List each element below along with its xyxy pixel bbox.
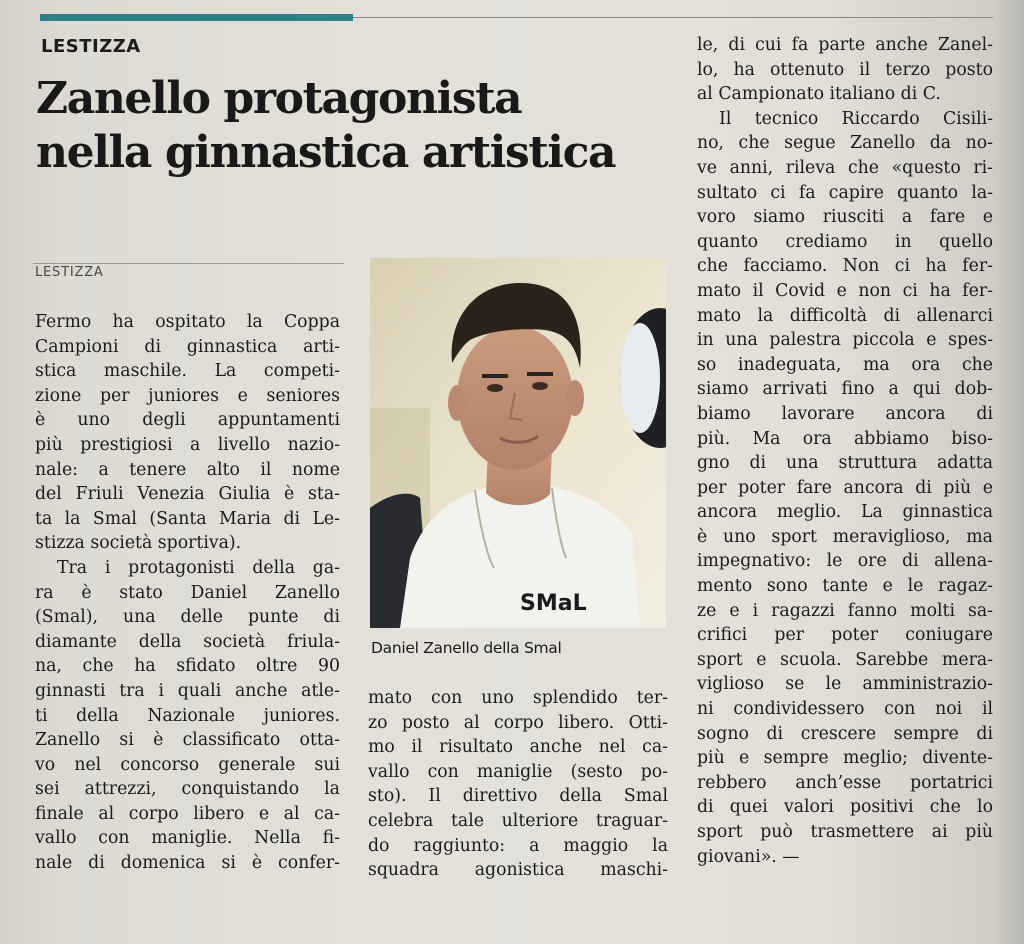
portrait-illustration xyxy=(370,258,666,628)
headline xyxy=(36,72,686,180)
article-text-line: mato il Covid e non ci ha fer- xyxy=(697,280,993,301)
article-text-line: che facciamo. Non ci ha fer- xyxy=(697,256,993,277)
article-text-line: Tra i protagonisti della ga- xyxy=(57,557,340,578)
article-text-line: ze e i ragazzi fanno molti sa- xyxy=(697,600,993,621)
article-text-line: gno di una struttura adatta xyxy=(697,453,993,474)
article-text-line: mo il risultato anche nel ca- xyxy=(368,737,668,758)
article-text-line: no, che segue Zanello da no- xyxy=(697,133,993,154)
article-column-2 xyxy=(368,686,668,883)
article-text-line: sto). Il direttivo della Smal xyxy=(368,786,668,807)
article-text-line: sei attrezzi, conquistando la xyxy=(35,779,340,800)
article-text-line: giovani». — xyxy=(697,846,800,867)
article-text-line: squadra agonistica maschi- xyxy=(368,860,668,881)
article-text-line: zo posto al corpo libero. Otti- xyxy=(368,712,668,733)
article-column-1 xyxy=(35,310,340,876)
article-text-line: più prestigiosi a livello nazio- xyxy=(35,434,340,455)
article-text-line: finale al corpo libero e al ca- xyxy=(35,803,340,824)
athlete-photo xyxy=(370,258,666,628)
article-text-line: viglioso se le amministrazio- xyxy=(697,674,993,695)
article-text-line: quanto crediamo in quello xyxy=(697,231,993,252)
article-text-line: crifici per poter coniugare xyxy=(697,625,993,646)
article-text-line: ra è stato Daniel Zanello xyxy=(35,582,340,603)
headline-line-1: Zanello protagonista xyxy=(36,73,522,124)
shirt-logo: SMaL xyxy=(520,591,587,616)
article-text-line: vallo con maniglie (sesto po- xyxy=(368,761,668,782)
section-accent-bar xyxy=(40,14,353,21)
article-text-line: in una palestra piccola e spes- xyxy=(697,330,993,351)
article-text-line: del Friuli Venezia Giulia è sta- xyxy=(35,484,340,505)
article-text-line: Zanello si è classificato otta- xyxy=(35,730,340,751)
article-text-line: ta la Smal (Santa Maria di Le- xyxy=(35,508,340,529)
article-text-line: vallo con maniglie. Nella fi- xyxy=(35,828,340,849)
photo-caption: Daniel Zanello della Smal xyxy=(371,639,562,657)
article-text-line: impegnativo: le ore di allena- xyxy=(697,551,993,572)
article-text-line: per poter fare ancora di più e xyxy=(697,477,993,498)
article-text-line: è uno degli appuntamenti xyxy=(35,410,340,431)
article-text-line: sogno di crescere sempre di xyxy=(697,723,993,744)
article-text-line: stica maschile. La competi- xyxy=(35,361,340,382)
article-text-line: so inadeguata, ma ora che xyxy=(697,354,993,375)
top-rule xyxy=(353,17,993,18)
article-text-line: è uno sport meraviglioso, ma xyxy=(697,526,993,547)
article-text-line: sport può trasmettere ai più xyxy=(697,822,993,842)
article-text-line: di quei valori positivi che lo xyxy=(697,797,993,818)
section-label: LESTIZZA xyxy=(41,36,141,57)
article-text-line: mato con uno splendido ter- xyxy=(368,688,668,708)
article-text-line: biamo lavorare ancora di xyxy=(697,403,993,424)
article-text-line: ancora meglio. La ginnastica xyxy=(697,502,993,523)
article-text-line: più e sempre meglio; divente- xyxy=(697,748,993,769)
article-text-line: Il tecnico Riccardo Cisili- xyxy=(719,108,993,129)
article-text-line: ginnasti tra i quali anche atle- xyxy=(35,680,340,701)
article-text-line: sport e scuola. Sarebbe mera- xyxy=(697,649,993,670)
article-text-line: stizza società sportiva). xyxy=(35,533,242,554)
article-text-line: nale di domenica si è confer- xyxy=(35,853,340,874)
article-text-line: più. Ma ora abbiamo biso- xyxy=(697,428,993,449)
article-text-line: ni condividessero con noi il xyxy=(697,699,993,720)
article-text-line: diamante della società friula- xyxy=(35,631,340,652)
article-text-line: Fermo ha ospitato la Coppa xyxy=(35,312,340,332)
article-text-line: rebbero anch’esse portatrici xyxy=(697,772,993,793)
article-text-line: le, di cui fa parte anche Zanel- xyxy=(697,35,993,55)
article-text-line: zione per juniores e seniores xyxy=(35,385,340,406)
byline-rule xyxy=(33,263,344,264)
article-column-3 xyxy=(697,33,993,869)
article-text-line: ve anni, rileva che «questo ri- xyxy=(697,157,993,178)
article-text-line: sultato ci fa capire quanto la- xyxy=(697,182,993,203)
byline-location: LESTIZZA xyxy=(35,265,104,280)
article-text-line: celebra tale ulteriore traguar- xyxy=(368,810,668,831)
article-text-line: nale: a tenere alto il nome xyxy=(35,459,340,480)
article-text-line: siamo arrivati fino a qui dob- xyxy=(697,379,993,400)
article-text-line: mento sono tante e le ragaz- xyxy=(697,576,993,597)
article-text-line: do raggiunto: a maggio la xyxy=(368,835,668,856)
article-text-line: lo, ha ottenuto il terzo posto xyxy=(697,59,993,80)
article-text-line: mato la difficoltà di allenarci xyxy=(697,305,993,326)
headline-line-2: nella ginnastica artistica xyxy=(36,127,616,178)
article-text-line: vo nel concorso generale sui xyxy=(35,754,340,775)
article-text-line: voro siamo riusciti a fare e xyxy=(697,207,993,228)
article-text-line: ti della Nazionale juniores. xyxy=(35,705,340,726)
article-text-line: Campioni di ginnastica arti- xyxy=(35,336,340,357)
article-text-line: (Smal), una delle punte di xyxy=(35,607,340,628)
article-text-line: al Campionato italiano di C. xyxy=(697,84,941,105)
article-text-line: na, che ha sfidato oltre 90 xyxy=(35,656,340,677)
